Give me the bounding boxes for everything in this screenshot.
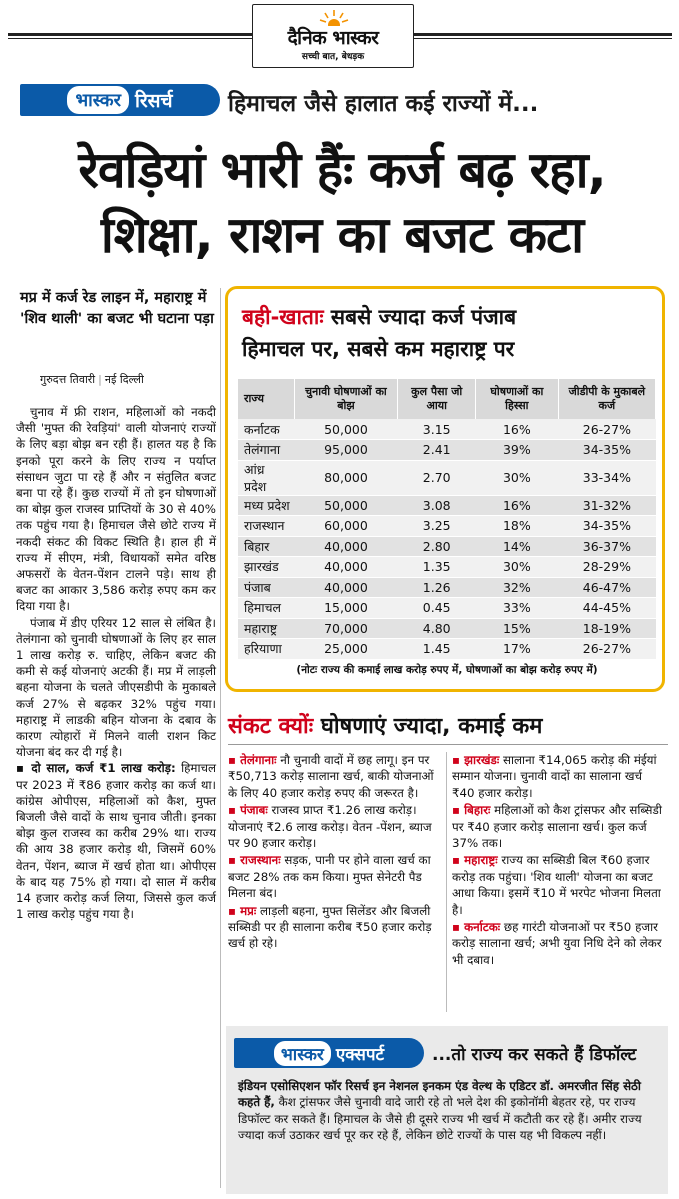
table-cell: 39% — [476, 440, 559, 461]
deck-text: मप्र में कर्ज रेड लाइन में, महाराष्ट्र में 'शिव थाली' का बजट भी घटाना पड़ा — [20, 290, 214, 327]
table-cell: मध्य प्रदेश — [238, 495, 294, 516]
body-paragraph-3 — [16, 760, 216, 922]
table-cell: राजस्थान — [238, 516, 294, 537]
reason-item — [452, 752, 668, 801]
table-cell: 25,000 — [294, 639, 398, 660]
table-cell: 40,000 — [294, 577, 398, 598]
table-cell: 95,000 — [294, 440, 398, 461]
reason-state: ▪ राजस्थानः — [228, 853, 281, 868]
headline-line1: रेवड़ियां भारी हैंः कर्ज बढ़ रहा, — [78, 141, 606, 199]
table-row — [238, 618, 656, 639]
table-cell: 40,000 — [294, 536, 398, 557]
table-cell: 4.80 — [398, 618, 476, 639]
table-cell: 26-27% — [558, 419, 655, 440]
byline — [40, 372, 144, 387]
sankat-heading-rest: घोषणाएं ज्यादा, कमाई कम — [320, 714, 543, 739]
table-cell: 15% — [476, 618, 559, 639]
table-row — [238, 516, 656, 537]
byline-place: नई दिल्ली — [104, 373, 144, 386]
table-row — [238, 460, 656, 495]
table-cell: 15,000 — [294, 598, 398, 619]
table-cell: 44-45% — [558, 598, 655, 619]
debt-table — [238, 379, 656, 660]
reason-state: ▪ बिहारः — [452, 803, 491, 818]
box-title-line2: हिमाचल पर, सबसे कम महाराष्ट्र पर — [242, 337, 515, 361]
table-cell: 17% — [476, 639, 559, 660]
table-row — [238, 598, 656, 619]
table-cell: 40,000 — [294, 557, 398, 578]
body-paragraph-3-head: ▪ दो साल, कर्ज ₹1 लाख करोड़: — [16, 761, 176, 776]
expert-text-rest: कैश ट्रांसफर जैसे चुनावी वादे जारी रहे तो भले देश की इकोनॉमी बेहतर रहे, पर राज्य डिफॉल्ट कर सकते हैं। हिमाचल के जैसे ही दूसरे राज्य भी खर्च में कटौती कर रहे हैं। अमीर राज्य ज्यादा कर्ज उठाकर खर्च पूर कर रहे हैं, लेकिन छोटे राज्यों के पास यह भी विकल्प नहीं। — [238, 1095, 642, 1143]
reason-text: महिलाओं को कैश ट्रांसफर और सब्सिडी पर ₹40 हजार करोड़ सालाना खर्च। कुल कर्ज 37% तक। — [452, 803, 662, 851]
masthead-logo: दैनिक भास्कर — [287, 27, 379, 49]
table-row — [238, 639, 656, 660]
research-badge-part1: भास्कर — [67, 86, 129, 114]
reason-item — [452, 852, 668, 918]
table-cell: 1.26 — [398, 577, 476, 598]
table-cell: 2.41 — [398, 440, 476, 461]
table-row — [238, 440, 656, 461]
body-paragraph-3-text: हिमाचल पर 2023 में ₹86 हजार करोड़ का कर्ज था। कांग्रेस ओपीएस, महिलाओं को कैश, मुफ्त बिजली जैसे वादों के साथ चुनाव जीती। इनका बोझ कुल राजस्व का करीब 29% था। राज्य की आय 38 हजार करोड़ थी, जिसमें 60% वेतन, पेंशन, ब्याज में खर्च होता था। ओपीएस के बाद यह 75% हो गया। दो साल में करीब 14 हजार करोड़ कर्ज लिया, जिससे कुल कर्ज 1 लाख करोड़ पहुंच गया है। — [16, 761, 217, 922]
table-cell: आंध्र प्रदेश — [238, 460, 294, 495]
reason-text: नौ चुनावी वादों में छह लागू। इन पर ₹50,713 करोड़ सालाना खर्च, बाकी योजनाओं के लिए 40 हजार करोड़ रुपए की जरूरत है। — [228, 753, 434, 800]
table-row — [238, 419, 656, 440]
table-cell: 16% — [476, 419, 559, 440]
body-column — [16, 404, 216, 923]
table-cell: 60,000 — [294, 516, 398, 537]
body-paragraph-1: चुनाव में फ्री राशन, महिलाओं को नकदी जैसी 'मुफ्त की रेवड़ियां' वाली योजनाएं राज्यों के लिए बड़ा बोझ बन रही हैं। हालत यह है कि इनको पूरा करने के लिए राज्य न पर्याप्त संसाधन जुटा पा रहे हैं और न संतुलित बजट बना पा रहे हैं। कुछ राज्यों में तो इन घोषणाओं का बोझ कुल राजस्व प्राप्तियों के 30 से 40% तक पहुंच गया है। हिमाचल जैसे छोटे राज्य में नकदी संकट की विकट स्थिति है। हाल ही में राज्य में सीएम, मंत्री, विधायकों समेत वरिष्ठ अफसरों के वेतन-पेंशन टालने पड़े। साथ ही बजट का आकार 3,586 करोड़ रुपए कम कर दिया गया है। — [16, 405, 216, 614]
table-row — [238, 495, 656, 516]
table-cell: 2.80 — [398, 536, 476, 557]
table-cell: 31-32% — [558, 495, 655, 516]
table-cell: 46-47% — [558, 577, 655, 598]
table-cell: 30% — [476, 460, 559, 495]
table-row — [238, 577, 656, 598]
table-cell: हिमाचल — [238, 598, 294, 619]
sankat-rule — [228, 744, 668, 745]
table-header-cell: कुल पैसा जो आया — [398, 379, 476, 419]
table-cell: 34-35% — [558, 440, 655, 461]
expert-text — [238, 1078, 660, 1144]
table-cell: 33% — [476, 598, 559, 619]
expert-badge-part1: भास्कर — [274, 1041, 331, 1066]
table-cell: 16% — [476, 495, 559, 516]
masthead-tagline: सच्ची बात, बेधड़क — [301, 52, 365, 62]
box-title-line1 — [242, 303, 516, 331]
reason-text: लाड़ली बहना, मुफ्त सिलेंडर और बिजली सब्सिडी पर ही सालाना करीब ₹50 हजार करोड़ खर्च हो रहे। — [228, 903, 432, 951]
byline-separator: | — [98, 373, 102, 386]
table-cell: पंजाब — [238, 577, 294, 598]
reasons-right-column — [452, 752, 668, 969]
table-header-row — [238, 379, 656, 419]
table-cell: 50,000 — [294, 495, 398, 516]
research-row — [20, 84, 670, 116]
table-cell: 30% — [476, 557, 559, 578]
table-cell: झारखंड — [238, 557, 294, 578]
table-cell: बिहार — [238, 536, 294, 557]
table-cell: 1.45 — [398, 639, 476, 660]
reason-text: राज्य का सब्सिडी बिल ₹60 हजार करोड़ तक पहुंचा। 'शिव थाली' योजना का बजट आधा किया। इसमें ₹10 में भरपेट भोजना मिलता है। — [452, 853, 661, 917]
table-body — [238, 419, 656, 659]
headline-line2: शिक्षा, राशन का बजट कटा — [100, 206, 584, 264]
table-cell: 33-34% — [558, 460, 655, 495]
table-cell: 26-27% — [558, 639, 655, 660]
reasons-divider — [446, 752, 447, 1012]
table-header-cell: घोषणाओं का हिस्सा — [476, 379, 559, 419]
box-title-red: बही-खाताः — [242, 305, 324, 329]
box-title-rest: सबसे ज्यादा कर्ज पंजाब — [330, 305, 517, 329]
reason-state: ▪ कर्नाटकः — [452, 920, 501, 935]
table-cell: 18-19% — [558, 618, 655, 639]
masthead — [252, 4, 414, 68]
reason-item — [228, 802, 442, 851]
table-cell: 0.45 — [398, 598, 476, 619]
table-header-cell: जीडीपी के मुकाबले कर्ज — [558, 379, 655, 419]
column-divider — [220, 288, 221, 1188]
reason-text: सड़क, पानी पर होने वाला खर्च का बजट 28% तक कम किया। मुफ्त सेनेटरी पैड मिलना बंद। — [228, 853, 431, 901]
table-note: (नोटः राज्य की कमाई लाख करोड़ रुपए में, घोषणाओं का बोझ करोड़ रुपए में) — [296, 664, 598, 676]
research-badge — [20, 84, 220, 116]
table-cell: 34-35% — [558, 516, 655, 537]
table-cell: 70,000 — [294, 618, 398, 639]
table-cell: 3.08 — [398, 495, 476, 516]
reason-item — [228, 852, 442, 901]
expert-box — [226, 1026, 668, 1194]
research-badge-part2: रिसर्च — [134, 90, 173, 112]
reason-item — [452, 802, 668, 851]
reasons-left-column — [228, 752, 442, 953]
table-cell: तेलंगाना — [238, 440, 294, 461]
table-cell: 3.15 — [398, 419, 476, 440]
table-cell: हरियाणा — [238, 639, 294, 660]
sankat-heading-red: संकट क्योंः — [228, 714, 314, 739]
expert-badge-part2: एक्सपर्ट — [335, 1044, 385, 1065]
reason-text: सालाना ₹14,065 करोड़ की मंईयां सम्मान योजना। चुनावी वादों का सालाना खर्च ₹40 हजार करोड़। — [452, 753, 657, 800]
reason-state: ▪ पंजाबः — [228, 803, 268, 818]
reason-item — [228, 903, 442, 952]
data-box — [225, 286, 665, 692]
reason-state: ▪ मप्रः — [228, 903, 257, 918]
table-header-cell: चुनावी घोषणाओं का बोझ — [294, 379, 398, 419]
table-cell: 32% — [476, 577, 559, 598]
reason-state: ▪ झारखंडः — [452, 753, 500, 767]
table-cell: 36-37% — [558, 536, 655, 557]
reason-item — [228, 752, 442, 801]
table-cell: 80,000 — [294, 460, 398, 495]
table-header-cell: राज्य — [238, 379, 294, 419]
sankat-heading — [228, 710, 542, 740]
expert-title: ...तो राज्य कर सकते हैं डिफॉल्ट — [432, 1045, 637, 1065]
reason-text: छह गारंटी योजनाओं पर ₹50 हजार करोड़ सालाना खर्च; अभी युवा निधि देने को लेकर भी दबाव। — [452, 920, 662, 967]
table-cell: 14% — [476, 536, 559, 557]
table-cell: महाराष्ट्र — [238, 618, 294, 639]
table-row — [238, 557, 656, 578]
reason-state: ▪ तेलंगानाः — [228, 753, 277, 767]
reason-text: राजस्व प्राप्त ₹1.26 लाख करोड़। योजनाएं ₹2.6 लाख करोड़। वेतन -पेंशन, ब्याज पर 90 हजार करोड़। — [228, 803, 432, 851]
byline-author: गुरुदत्त तिवारी — [40, 373, 96, 386]
table-cell: 28-29% — [558, 557, 655, 578]
table-cell: 2.70 — [398, 460, 476, 495]
table-cell: 3.25 — [398, 516, 476, 537]
table-cell: 1.35 — [398, 557, 476, 578]
body-paragraph-2: पंजाब में डीए एरियर 12 साल से लंबित है। तेलंगाना को चुनावी घोषणाओं के लिए हर साल 1 लाख करोड़ रु. चाहिए, लेकिन बजट की कमी से कई योजनाएं अटकी हैं। मप्र में लाड़ली बहना योजना के चलते जीएसडीपी के मुकाबले कर्ज 27% से बढ़कर 32% पहुंच गया। महाराष्ट्र में लाडकी बहिन योजना के दबाव के कारण त्योहारों में मिलने वाली राशन किट योजना बंद कर दी गई है। — [16, 615, 216, 760]
expert-badge — [234, 1038, 424, 1068]
expert-text-bold: इंडियन एसोसिएशन फॉर रिसर्च इन नेशनल इनकम एंड वेल्थ के एडिटर डॉ. अमरजीत सिंह सेठी कहते हैं, — [238, 1079, 641, 1110]
table-row — [238, 536, 656, 557]
reason-item — [452, 919, 668, 968]
reason-state: ▪ महाराष्ट्रः — [452, 853, 498, 868]
table-cell: 18% — [476, 516, 559, 537]
table-cell: कर्नाटक — [238, 419, 294, 440]
research-subtitle: हिमाचल जैसे हालात कई राज्यों में... — [228, 91, 539, 117]
table-cell: 50,000 — [294, 419, 398, 440]
